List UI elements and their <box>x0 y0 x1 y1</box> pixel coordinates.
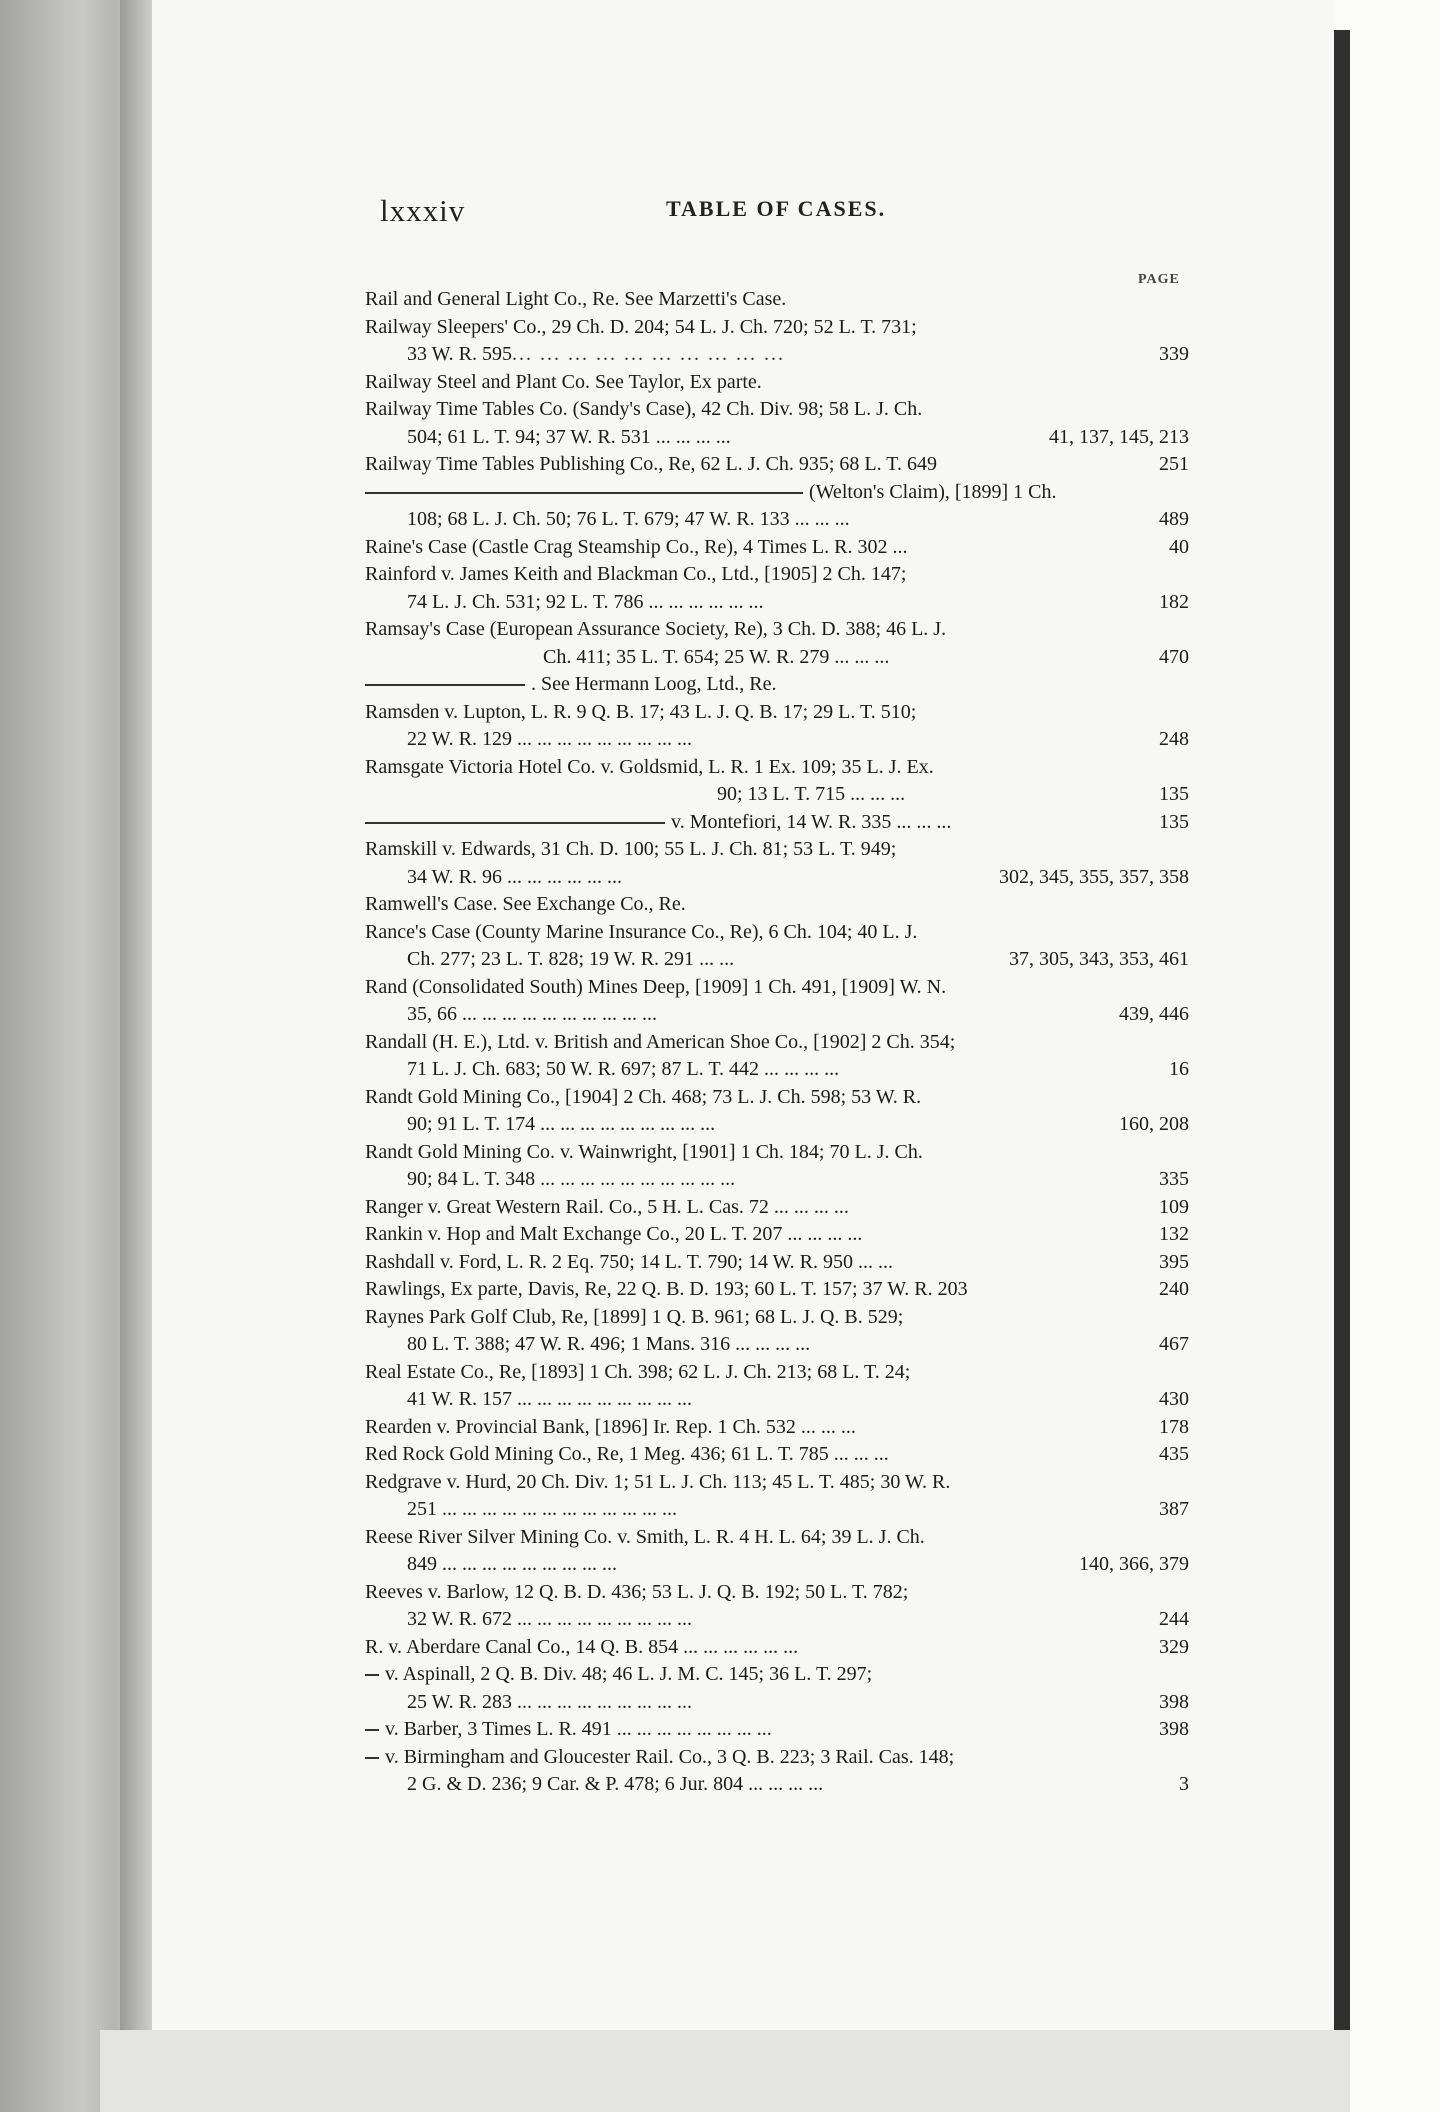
case-entry <box>365 809 1189 837</box>
case-entry <box>365 1579 1189 1634</box>
case-entry <box>365 891 1185 919</box>
case-entry <box>365 479 1189 534</box>
entry-page: 467 <box>1159 1333 1189 1355</box>
case-entry <box>365 1414 1189 1442</box>
entry-line: Rankin v. Hop and Malt Exchange Co., 20 L. T. 207 ... ... ... ... 132 <box>365 1221 1185 1249</box>
case-entry <box>365 1441 1189 1469</box>
entry-line: Reeves v. Barlow, 12 Q. B. D. 436; 53 L. J. Q. B. 192; 50 L. T. 782; <box>365 1580 909 1603</box>
entry-page: 244 <box>1159 1608 1189 1630</box>
entry-line: Ramsgate Victoria Hotel Co. v. Goldsmid, L. R. 1 Ex. 109; 35 L. J. Ex. <box>365 755 934 778</box>
entry-line: Raynes Park Golf Club, Re, [1899] 1 Q. B. 961; 68 L. J. Q. B. 529; <box>365 1305 904 1328</box>
entry-line: Ramskill v. Edwards, 31 Ch. D. 100; 55 L. J. Ch. 81; 53 L. T. 949; <box>365 838 897 860</box>
ditto-rule <box>365 1674 379 1676</box>
entry-line: Randt Gold Mining Co., [1904] 2 Ch. 468; 73 L. J. Ch. 598; 53 W. R. <box>365 1085 922 1108</box>
entry-page: 435 <box>1159 1443 1189 1465</box>
entry-page: 439, 446 <box>1119 1003 1189 1025</box>
page-header <box>380 193 1180 233</box>
entry-page: 182 <box>1159 590 1189 613</box>
case-entry <box>365 451 1189 479</box>
entry-line: (Welton's Claim), [1899] 1 Ch. <box>365 479 1185 507</box>
entry-page: 395 <box>1159 1250 1189 1273</box>
entry-line: Rail and General Light Co., Re. See Marzetti's Case. <box>365 288 787 310</box>
entry-line: . See Hermann Loog, Ltd., Re. <box>365 671 1185 699</box>
entry-line: Randall (H. E.), Ltd. v. British and American Shoe Co., [1902] 2 Ch. 354; <box>365 1030 956 1053</box>
entry-line: 504; 61 L. T. 94; 37 W. R. 531 ... ... ... ... 41, 137, 145, 213 <box>365 424 1185 452</box>
entry-line: 251 ... ... ... ... ... ... ... ... ... ... ... ... 387 <box>365 1496 1185 1524</box>
case-entry <box>365 836 1189 891</box>
case-entry <box>365 561 1189 616</box>
entry-line: 90; 91 L. T. 174 ... ... ... ... ... ... ... ... ... 160, 208 <box>365 1111 1185 1139</box>
ditto-rule <box>365 822 665 824</box>
entry-line: 849 ... ... ... ... ... ... ... ... ... 140, 366, 379 <box>365 1551 1185 1579</box>
entry-page: 489 <box>1159 508 1189 530</box>
case-entry <box>365 1716 1189 1744</box>
entry-page: 398 <box>1159 1690 1189 1713</box>
page-right-edge <box>1334 30 1350 2030</box>
entry-page: 109 <box>1159 1195 1189 1218</box>
entry-page: 3 <box>1179 1773 1189 1795</box>
ditto-rule <box>365 684 525 686</box>
entry-line: Randt Gold Mining Co. v. Wainwright, [1901] 1 Ch. 184; 70 L. J. Ch. <box>365 1140 923 1163</box>
case-entry <box>365 974 1189 1029</box>
case-entry <box>365 1276 1189 1304</box>
entry-page: 251 <box>1159 453 1189 475</box>
entry-line: Rawlings, Ex parte, Davis, Re, 22 Q. B. D. 193; 60 L. T. 157; 37 W. R. 203 240 <box>365 1276 1185 1304</box>
case-entry <box>365 534 1189 562</box>
page-number: lxxxiv <box>380 193 466 228</box>
entry-line: R. v. Aberdare Canal Co., 14 Q. B. 854 ... ... ... ... ... ... 329 <box>365 1634 1185 1662</box>
entry-line: Rand (Consolidated South) Mines Deep, [1909] 1 Ch. 491, [1909] W. N. <box>365 975 947 998</box>
case-entry <box>365 754 1189 809</box>
entry-page: 398 <box>1159 1718 1189 1740</box>
case-entry <box>365 369 1185 397</box>
ditto-rule <box>365 1757 379 1759</box>
entry-page: 132 <box>1159 1223 1189 1245</box>
entry-line: Railway Time Tables Publishing Co., Re, 62 L. J. Ch. 935; 68 L. T. 649 251 <box>365 451 1185 479</box>
entry-page: 329 <box>1159 1635 1189 1658</box>
entry-line: Railway Sleepers' Co., 29 Ch. D. 204; 54 L. J. Ch. 720; 52 L. T. 731; <box>365 315 917 338</box>
entry-line: Railway Steel and Plant Co. See Taylor, Ex parte. <box>365 370 762 393</box>
case-entry <box>365 1634 1189 1662</box>
entry-page: 302, 345, 355, 357, 358 <box>999 865 1189 888</box>
entry-line: 80 L. T. 388; 47 W. R. 496; 1 Mans. 316 ... ... ... ... 467 <box>365 1331 1185 1359</box>
table-of-cases <box>365 286 1189 1799</box>
entry-page: 387 <box>1159 1498 1189 1520</box>
case-entry <box>365 616 1189 671</box>
entry-line: v. Aspinall, 2 Q. B. Div. 48; 46 L. J. M. C. 145; 36 L. T. 297; <box>365 1661 1185 1689</box>
ditto-rule <box>365 1729 379 1731</box>
entry-line: 74 L. J. Ch. 531; 92 L. T. 786 ... ... ... ... ... ... 182 <box>365 589 1185 617</box>
case-entry <box>365 671 1185 699</box>
entry-page: 135 <box>1159 810 1189 833</box>
entry-line: 35, 66 ... ... ... ... ... ... ... ... ... ... 439, 446 <box>365 1001 1185 1029</box>
case-entry <box>365 699 1189 754</box>
case-entry <box>365 1249 1189 1277</box>
entry-line: Ranger v. Great Western Rail. Co., 5 H. L. Cas. 72 ... ... ... ... 109 <box>365 1194 1185 1222</box>
entry-line: v. Birmingham and Gloucester Rail. Co., 3 Q. B. 223; 3 Rail. Cas. 148; <box>365 1744 1185 1772</box>
case-entry <box>365 1221 1189 1249</box>
case-entry <box>365 1139 1189 1194</box>
case-entry <box>365 1029 1189 1084</box>
case-entry <box>365 1194 1189 1222</box>
case-entry <box>365 286 1185 314</box>
entry-page: 40 <box>1169 535 1189 558</box>
entry-line: 25 W. R. 283 ... ... ... ... ... ... ... ... ... 398 <box>365 1689 1185 1717</box>
entry-line: Ramsden v. Lupton, L. R. 9 Q. B. 17; 43 L. J. Q. B. 17; 29 L. T. 510; <box>365 700 917 723</box>
entry-line: 2 G. & D. 236; 9 Car. & P. 478; 6 Jur. 804 ... ... ... ... 3 <box>365 1771 1185 1799</box>
entry-line: 32 W. R. 672 ... ... ... ... ... ... ... ... ... 244 <box>365 1606 1185 1634</box>
entry-line: Rance's Case (County Marine Insurance Co., Re), 6 Ch. 104; 40 L. J. <box>365 920 918 943</box>
entry-page: 240 <box>1159 1278 1189 1300</box>
entry-line: Real Estate Co., Re, [1893] 1 Ch. 398; 62 L. J. Ch. 213; 68 L. T. 24; <box>365 1360 911 1383</box>
case-entry <box>365 1084 1189 1139</box>
ditto-rule <box>365 492 803 494</box>
entry-line: Ramwell's Case. See Exchange Co., Re. <box>365 893 686 915</box>
entry-page: 430 <box>1159 1388 1189 1410</box>
entry-line: Rashdall v. Ford, L. R. 2 Eq. 750; 14 L. T. 790; 14 W. R. 950 ... ... 395 <box>365 1249 1185 1277</box>
case-entry <box>365 919 1189 974</box>
entry-line: 90; 84 L. T. 348 ... ... ... ... ... ... ... ... ... ... 335 <box>365 1166 1185 1194</box>
under-page-area <box>100 2030 1350 2112</box>
entry-line: Raine's Case (Castle Crag Steamship Co., Re), 4 Times L. R. 302 ... 40 <box>365 534 1185 562</box>
entry-line: 41 W. R. 157 ... ... ... ... ... ... ... ... ... 430 <box>365 1386 1185 1414</box>
entry-line: 90; 13 L. T. 715 ... ... ... 135 <box>365 781 1185 809</box>
case-entry <box>365 396 1189 451</box>
entry-line: Ch. 411; 35 L. T. 654; 25 W. R. 279 ... ... ... 470 <box>365 644 1185 672</box>
case-entry <box>365 1524 1189 1579</box>
entry-page: 160, 208 <box>1119 1113 1189 1135</box>
entry-page: 41, 137, 145, 213 <box>1049 425 1189 448</box>
entry-line: v. Barber, 3 Times L. R. 491 ... ... ... ... ... ... ... ... 398 <box>365 1716 1185 1744</box>
entry-line: Ramsay's Case (European Assurance Society, Re), 3 Ch. D. 388; 46 L. J. <box>365 618 947 640</box>
entry-line: Ch. 277; 23 L. T. 828; 19 W. R. 291 ... ... 37, 305, 343, 353, 461 <box>365 946 1185 974</box>
entry-line: 108; 68 L. J. Ch. 50; 76 L. T. 679; 47 W. R. 133 ... ... ... 489 <box>365 506 1185 534</box>
entry-page: 178 <box>1159 1415 1189 1438</box>
entry-line: Rearden v. Provincial Bank, [1896] Ir. Rep. 1 Ch. 532 ... ... ... 178 <box>365 1414 1185 1442</box>
entry-page: 16 <box>1169 1058 1189 1080</box>
entry-line: Red Rock Gold Mining Co., Re, 1 Meg. 436; 61 L. T. 785 ... ... ... 435 <box>365 1441 1185 1469</box>
entry-line: 34 W. R. 96 ... ... ... ... ... ... 302, 345, 355, 357, 358 <box>365 864 1185 892</box>
running-title: TABLE OF CASES. <box>666 196 887 221</box>
entry-line: Redgrave v. Hurd, 20 Ch. Div. 1; 51 L. J. Ch. 113; 45 L. T. 485; 30 W. R. <box>365 1470 951 1493</box>
entry-line: Reese River Silver Mining Co. v. Smith, L. R. 4 H. L. 64; 39 L. J. Ch. <box>365 1525 925 1548</box>
entry-page: 470 <box>1159 645 1189 668</box>
entry-line: 22 W. R. 129 ... ... ... ... ... ... ... ... ... 248 <box>365 726 1185 754</box>
page-column-heading: PAGE <box>1138 272 1180 287</box>
case-entry <box>365 314 1189 369</box>
entry-page: 135 <box>1159 783 1189 805</box>
entry-page: 248 <box>1159 728 1189 750</box>
entry-line: 33 W. R. 595 ... ... ... ... ... ... ... ... ... ... 339 <box>365 341 1185 369</box>
case-entry <box>365 1661 1189 1716</box>
case-entry <box>365 1359 1189 1414</box>
entry-page: 37, 305, 343, 353, 461 <box>1009 948 1189 970</box>
entry-line: v. Montefiori, 14 W. R. 335 ... ... ... 135 <box>365 809 1185 837</box>
entry-page: 140, 366, 379 <box>1079 1553 1189 1575</box>
case-entry <box>365 1304 1189 1359</box>
entry-page: 335 <box>1159 1168 1189 1190</box>
case-entry <box>365 1469 1189 1524</box>
entry-line: 71 L. J. Ch. 683; 50 W. R. 697; 87 L. T. 442 ... ... ... ... 16 <box>365 1056 1185 1084</box>
entry-page: 339 <box>1159 343 1189 365</box>
case-entry <box>365 1744 1189 1799</box>
entry-line: Rainford v. James Keith and Blackman Co., Ltd., [1905] 2 Ch. 147; <box>365 563 907 585</box>
page-gutter-shadow <box>120 0 156 2030</box>
entry-line: Railway Time Tables Co. (Sandy's Case), 42 Ch. Div. 98; 58 L. J. Ch. <box>365 398 923 420</box>
